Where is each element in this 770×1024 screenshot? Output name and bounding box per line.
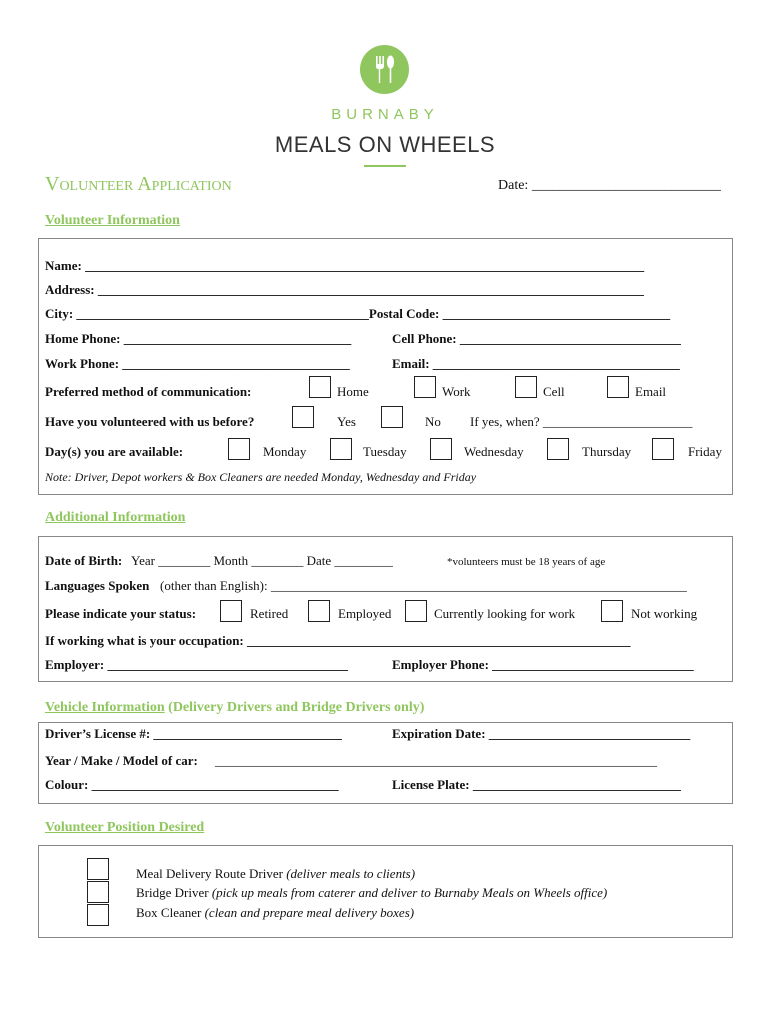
- car-model-field[interactable]: ____________________________________________________________________: [215, 753, 657, 768]
- status-employed-label: Employed: [338, 606, 392, 621]
- volunteered-before-label: Have you volunteered with us before?: [45, 414, 255, 429]
- day-tuesday-label: Tuesday: [363, 444, 407, 459]
- position-heading: Volunteer Position Desired: [45, 820, 205, 835]
- position-box-cleaner-name: Box Cleaner: [136, 905, 202, 920]
- day-friday-label: Friday: [688, 444, 722, 459]
- languages-field[interactable]: (other than English): ________________________________________________________________: [160, 578, 687, 593]
- day-friday-checkbox[interactable]: [652, 438, 674, 460]
- brand-main: MEALS ON WHEELS: [274, 132, 496, 157]
- employer-field[interactable]: Employer: _____________________________________: [45, 657, 348, 672]
- position-bridge-driver: [136, 885, 607, 901]
- status-looking-label: Currently looking for work: [434, 606, 576, 621]
- occupation-field[interactable]: If working what is your occupation: ___________________________________________________________: [45, 633, 631, 648]
- if-yes-when-field[interactable]: If yes, when? _______________________: [470, 414, 693, 429]
- position-box-cleaner-desc: (clean and prepare meal delivery boxes): [204, 905, 415, 920]
- position-bridge-driver-checkbox[interactable]: [87, 881, 109, 903]
- pref-email-label: Email: [635, 384, 667, 399]
- status-not-working-checkbox[interactable]: [601, 600, 623, 622]
- position-box-cleaner: [136, 905, 414, 921]
- status-not-working-label: Not working: [631, 606, 698, 621]
- position-bridge-driver-desc: (pick up meals from caterer and deliver to Burnaby Meals on Wheels office): [211, 885, 608, 900]
- email-field[interactable]: Email: ______________________________________: [392, 356, 680, 371]
- vehicle-heading-title: Vehicle Information: [45, 700, 165, 715]
- date-field[interactable]: Date: ___________________________: [498, 178, 721, 193]
- pref-cell-checkbox[interactable]: [515, 376, 537, 398]
- position-route-driver-name: Meal Delivery Route Driver: [136, 866, 283, 881]
- status-looking-checkbox[interactable]: [405, 600, 427, 622]
- day-monday-label: Monday: [263, 444, 307, 459]
- vehicle-heading: [45, 700, 424, 716]
- name-field[interactable]: Name: ______________________________________________________________________________________: [45, 258, 645, 273]
- position-bridge-driver-name: Bridge Driver: [136, 885, 209, 900]
- pref-email-checkbox[interactable]: [607, 376, 629, 398]
- pref-comm-label: Preferred method of communication:: [45, 384, 252, 399]
- day-wednesday-checkbox[interactable]: [430, 438, 452, 460]
- dob-label: Date of Birth:: [45, 553, 123, 568]
- status-retired-label: Retired: [250, 606, 289, 621]
- work-phone-field[interactable]: Work Phone: ___________________________________: [45, 356, 350, 371]
- position-box-cleaner-checkbox[interactable]: [87, 904, 109, 926]
- day-wednesday-label: Wednesday: [464, 444, 524, 459]
- availability-note: Note: Driver, Depot workers & Box Cleaners are needed Monday, Wednesday and Friday: [45, 470, 477, 484]
- car-model-label: Year / Make / Model of car:: [45, 753, 198, 768]
- pref-home-checkbox[interactable]: [309, 376, 331, 398]
- position-route-driver-checkbox[interactable]: [87, 858, 109, 880]
- page-title: Volunteer Application: [45, 173, 232, 195]
- pref-cell-label: Cell: [543, 384, 565, 399]
- day-thursday-label: Thursday: [582, 444, 632, 459]
- drivers-license-field[interactable]: Driver’s License #: _____________________________: [45, 726, 342, 741]
- dob-field[interactable]: Year ________ Month ________ Date _________: [131, 553, 393, 568]
- brand-top: BURNABY: [331, 106, 439, 123]
- pref-work-checkbox[interactable]: [414, 376, 436, 398]
- day-monday-checkbox[interactable]: [228, 438, 250, 460]
- pref-home-label: Home: [337, 384, 369, 399]
- status-label: Please indicate your status:: [45, 606, 197, 621]
- position-route-driver: [136, 866, 415, 882]
- address-field[interactable]: Address: ____________________________________________________________________________________: [45, 282, 644, 297]
- day-thursday-checkbox[interactable]: [547, 438, 569, 460]
- fork-spoon-icon: [360, 45, 409, 94]
- status-retired-checkbox[interactable]: [220, 600, 242, 622]
- volunteer-info-heading: Volunteer Information: [45, 213, 180, 228]
- home-phone-field[interactable]: Home Phone: ___________________________________: [45, 331, 352, 346]
- cell-phone-field[interactable]: Cell Phone: __________________________________: [392, 331, 681, 346]
- brand-divider: [364, 165, 406, 167]
- logo-circle: [360, 45, 409, 94]
- status-employed-checkbox[interactable]: [308, 600, 330, 622]
- languages-label: Languages Spoken: [45, 578, 150, 593]
- expiration-date-field[interactable]: Expiration Date: _______________________________: [392, 726, 691, 741]
- city-postal-field[interactable]: City: _____________________________________________Postal Code: ___________________________________: [45, 306, 671, 321]
- license-plate-field[interactable]: License Plate: ________________________________: [392, 777, 681, 792]
- employer-phone-field[interactable]: Employer Phone: _______________________________: [392, 657, 694, 672]
- age-note: *volunteers must be 18 years of age: [447, 556, 606, 568]
- pref-work-label: Work: [442, 384, 471, 399]
- volunteered-yes-checkbox[interactable]: [292, 406, 314, 428]
- volunteered-yes-label: Yes: [337, 414, 356, 429]
- volunteered-no-label: No: [425, 414, 441, 429]
- day-tuesday-checkbox[interactable]: [330, 438, 352, 460]
- additional-info-heading: Additional Information: [45, 510, 186, 525]
- days-label: Day(s) you are available:: [45, 444, 184, 459]
- vehicle-heading-note: (Delivery Drivers and Bridge Drivers only): [168, 700, 425, 715]
- volunteered-no-checkbox[interactable]: [381, 406, 403, 428]
- colour-field[interactable]: Colour: ______________________________________: [45, 777, 339, 792]
- position-route-driver-desc: (deliver meals to clients): [286, 866, 416, 881]
